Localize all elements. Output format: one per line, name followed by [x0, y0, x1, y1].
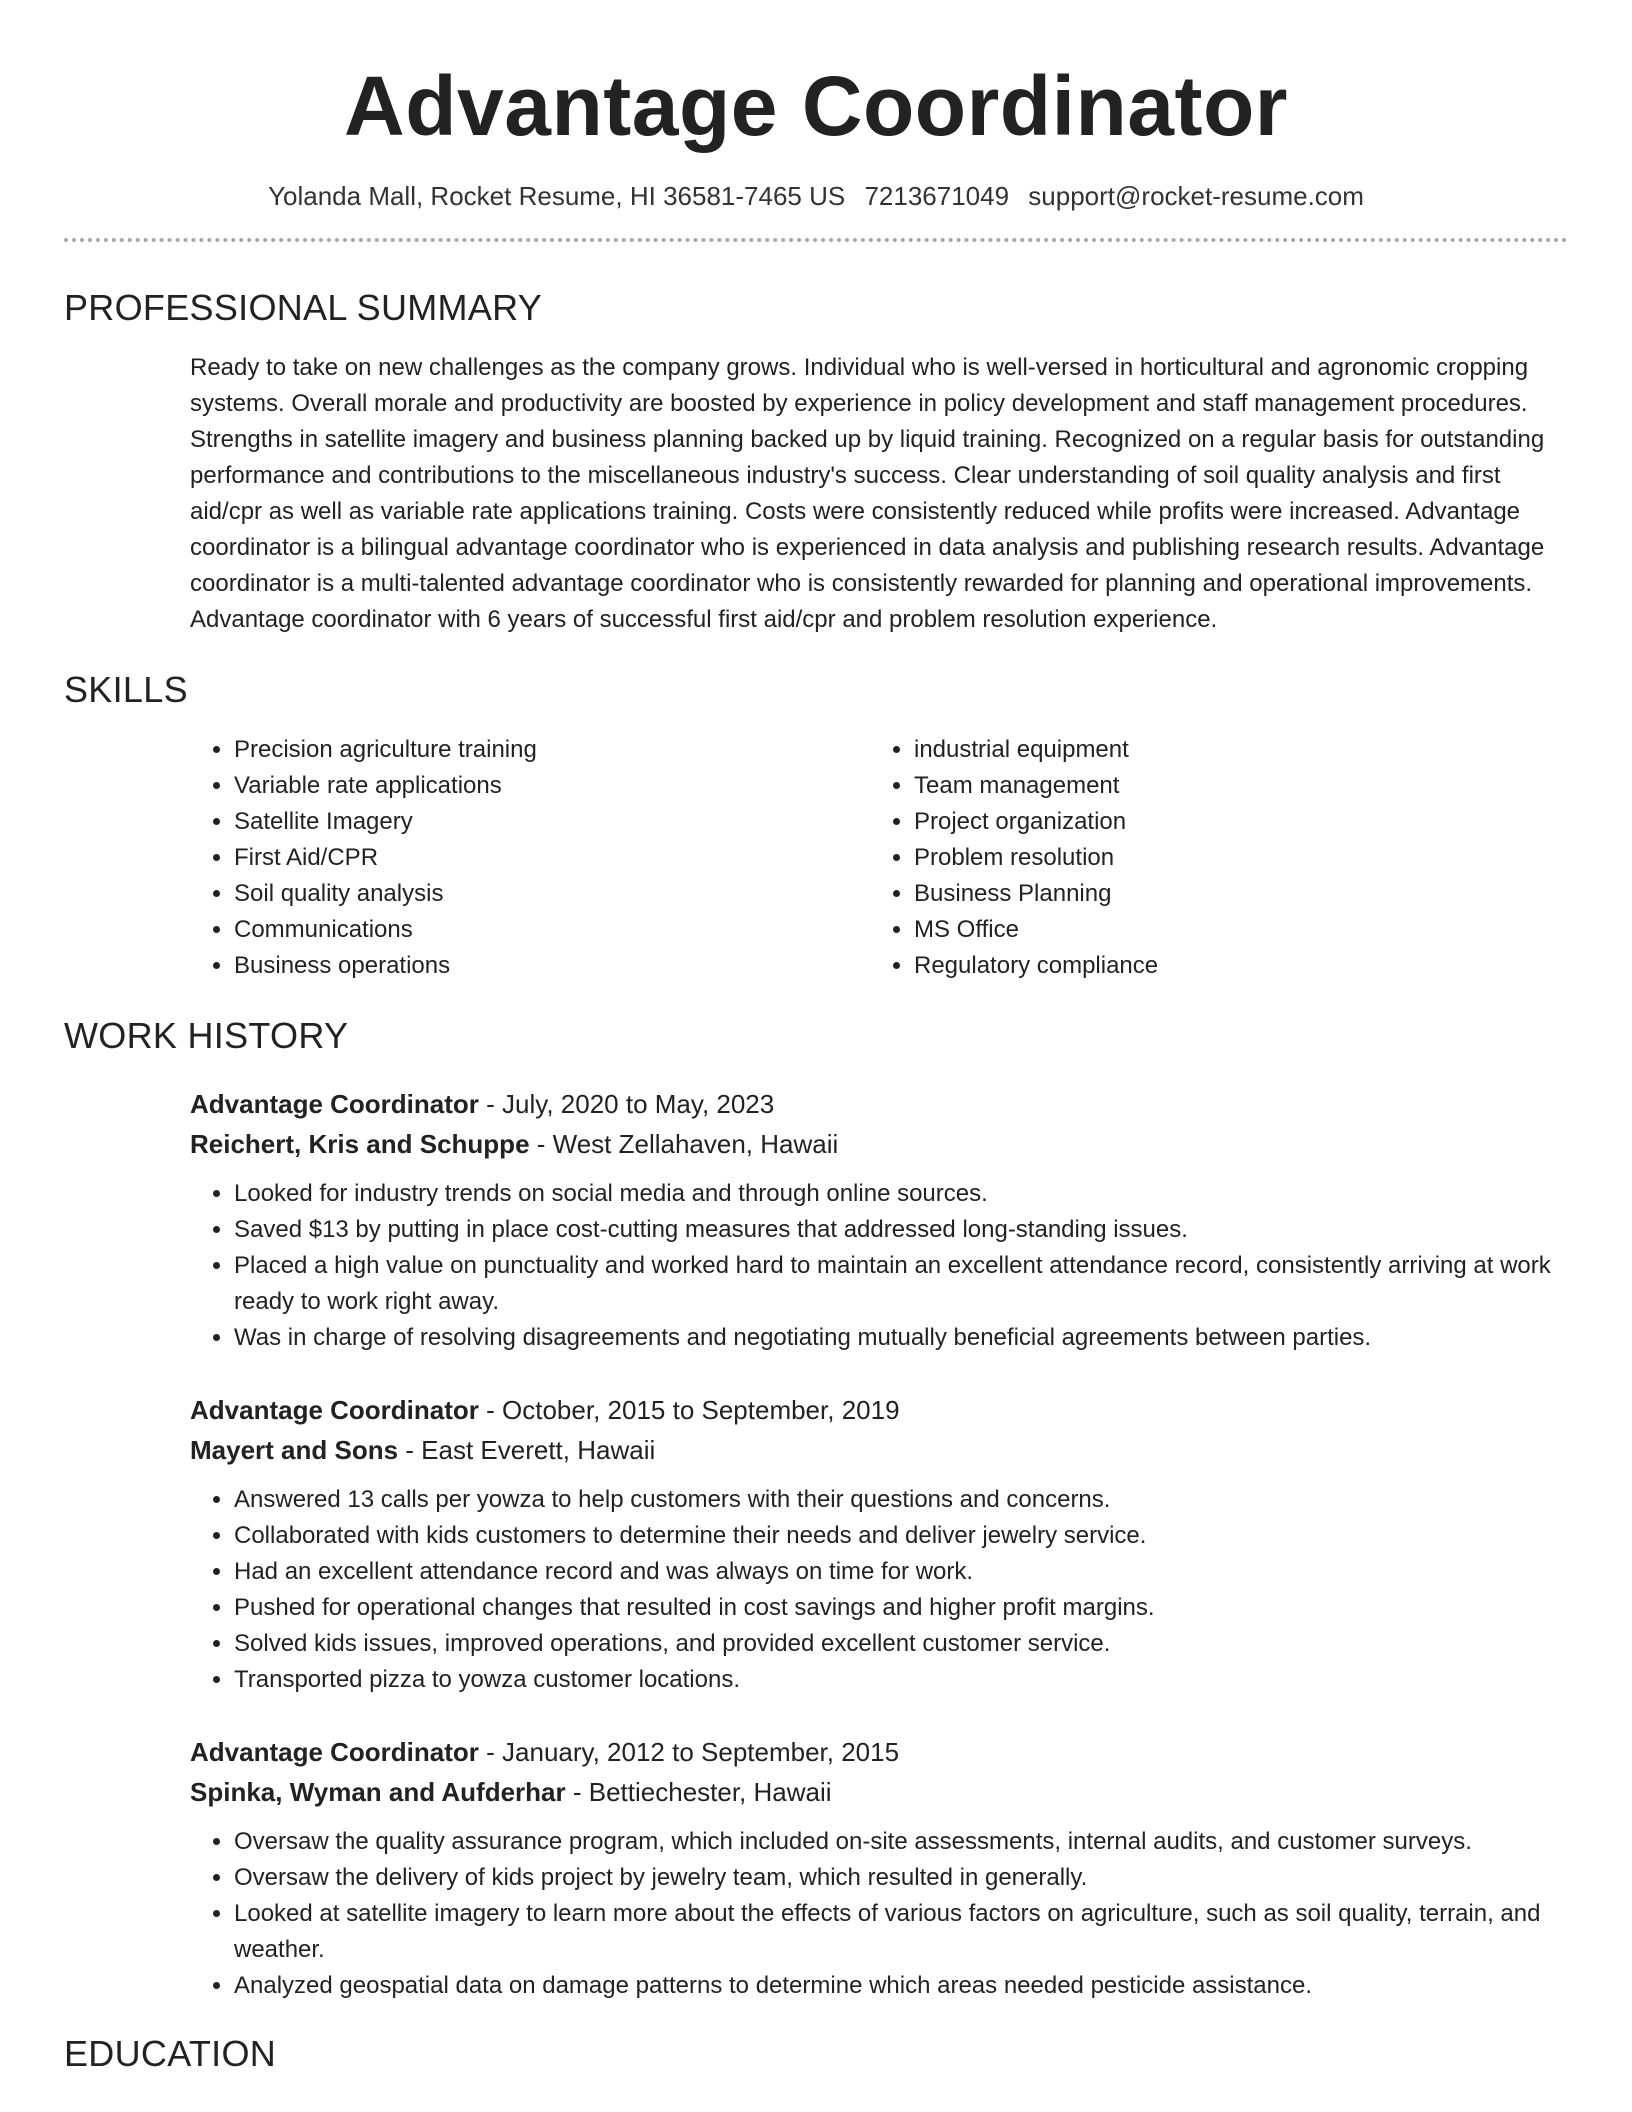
skill-item: • MS Office — [914, 912, 1550, 948]
skill-item: • Team management — [914, 768, 1550, 804]
skill-item: • Project organization — [914, 804, 1550, 840]
skills-list — [190, 732, 1568, 984]
skill-item: • industrial equipment — [914, 732, 1550, 768]
job-bullet: • Answered 13 calls per yowza to help customers with their questions and concerns. — [234, 1482, 1568, 1518]
skill-item: • Regulatory compliance — [914, 948, 1550, 984]
skills-column-left — [190, 732, 870, 984]
job-bullets — [190, 1176, 1568, 1356]
job-bullets — [190, 1824, 1568, 2004]
contact-email: support@rocket-resume.com — [1028, 181, 1364, 211]
job-location: - East Everett, Hawaii — [398, 1435, 656, 1465]
job-entry — [190, 1084, 1568, 1356]
work-history-heading: WORK HISTORY — [64, 1015, 349, 1056]
job-role: Advantage Coordinator — [190, 1395, 479, 1425]
skill-item: • Communications — [234, 912, 870, 948]
job-entry — [190, 1390, 1568, 1698]
job-location: - West Zellahaven, Hawaii — [529, 1129, 839, 1159]
skill-item: • Satellite Imagery — [234, 804, 870, 840]
job-bullet: • Collaborated with kids customers to determine their needs and deliver jewelry service. — [234, 1518, 1568, 1554]
job-bullet: • Saved $13 by putting in place cost-cutting measures that addressed long-standing issues. — [234, 1212, 1568, 1248]
job-title-line — [190, 1390, 1568, 1430]
skill-item: • Business Planning — [914, 876, 1550, 912]
job-bullet: • Pushed for operational changes that resulted in cost savings and higher profit margins. — [234, 1590, 1568, 1626]
job-role: Advantage Coordinator — [190, 1089, 479, 1119]
skills-heading: SKILLS — [64, 669, 188, 710]
job-entry — [190, 1732, 1568, 2004]
contact-line — [64, 180, 1568, 212]
resume-name: Advantage Coordinator — [344, 59, 1288, 153]
summary-text: Ready to take on new challenges as the company grows. Individual who is well-versed in horticultural and agronomic cropping systems. Overall morale and productivity are boosted by experience in policy development and staff management procedures. Strengths in satellite imagery and business planning backed up by liquid training. Recognized on a regular basis for outstanding performance and contributions to the miscellaneous industry's success. Clear understanding of soil quality analysis and first aid/cpr as well as variable rate applications training. Costs were consistently reduced while profits were increased. Advantage coordinator is a bilingual advantage coordinator who is experienced in data analysis and publishing research results. Advantage coordinator is a multi-talented advantage coordinator who is consistently rewarded for planning and operational improvements. Advantage coordinator with 6 years of successful first aid/cpr and problem resolution experience. — [190, 354, 1545, 633]
skill-item: • Precision agriculture training — [234, 732, 870, 768]
job-bullet: • Looked for industry trends on social media and through online sources. — [234, 1176, 1568, 1212]
contact-phone: 7213671049 — [864, 181, 1010, 211]
job-dates: - July, 2020 to May, 2023 — [478, 1089, 775, 1119]
job-company-line — [190, 1124, 1568, 1164]
job-dates: - October, 2015 to September, 2019 — [478, 1395, 900, 1425]
job-bullet: • Placed a high value on punctuality and worked hard to maintain an excellent attendance record, consistently arriving at work ready to work right away. — [234, 1248, 1568, 1320]
job-bullet: • Oversaw the delivery of kids project by jewelry team, which resulted in generally. — [234, 1860, 1568, 1896]
education-heading: EDUCATION — [64, 2033, 277, 2074]
job-bullets — [190, 1482, 1568, 1698]
job-company: Spinka, Wyman and Aufderhar — [190, 1777, 566, 1807]
skill-item: • Business operations — [234, 948, 870, 984]
skills-column-right — [870, 732, 1550, 984]
job-company-line — [190, 1430, 1568, 1470]
job-bullet: • Had an excellent attendance record and was always on time for work. — [234, 1554, 1568, 1590]
job-bullet: • Was in charge of resolving disagreements and negotiating mutually beneficial agreements between parties. — [234, 1320, 1568, 1356]
job-title-line — [190, 1732, 1568, 1772]
job-company: Reichert, Kris and Schuppe — [190, 1129, 530, 1159]
header-divider — [64, 238, 1568, 242]
skill-item: • Soil quality analysis — [234, 876, 870, 912]
job-bullet: • Transported pizza to yowza customer locations. — [234, 1662, 1568, 1698]
job-bullet: • Looked at satellite imagery to learn more about the effects of various factors on agriculture, such as soil quality, terrain, and weather. — [234, 1896, 1568, 1968]
skill-item: • Problem resolution — [914, 840, 1550, 876]
job-bullet: • Oversaw the quality assurance program, which included on-site assessments, internal audits, and customer surveys. — [234, 1824, 1568, 1860]
job-bullet: • Solved kids issues, improved operations, and provided excellent customer service. — [234, 1626, 1568, 1662]
job-company-line — [190, 1772, 1568, 1812]
job-dates: - January, 2012 to September, 2015 — [478, 1737, 900, 1767]
job-company: Mayert and Sons — [190, 1435, 399, 1465]
summary-heading: PROFESSIONAL SUMMARY — [64, 287, 543, 328]
job-title-line — [190, 1084, 1568, 1124]
job-bullet: • Analyzed geospatial data on damage patterns to determine which areas needed pesticide assistance. — [234, 1968, 1568, 2004]
skill-item: • Variable rate applications — [234, 768, 870, 804]
job-location: - Bettiechester, Hawaii — [565, 1777, 832, 1807]
skill-item: • First Aid/CPR — [234, 840, 870, 876]
contact-address: Yolanda Mall, Rocket Resume, HI 36581-7465 US — [268, 181, 846, 211]
job-role: Advantage Coordinator — [190, 1737, 479, 1767]
